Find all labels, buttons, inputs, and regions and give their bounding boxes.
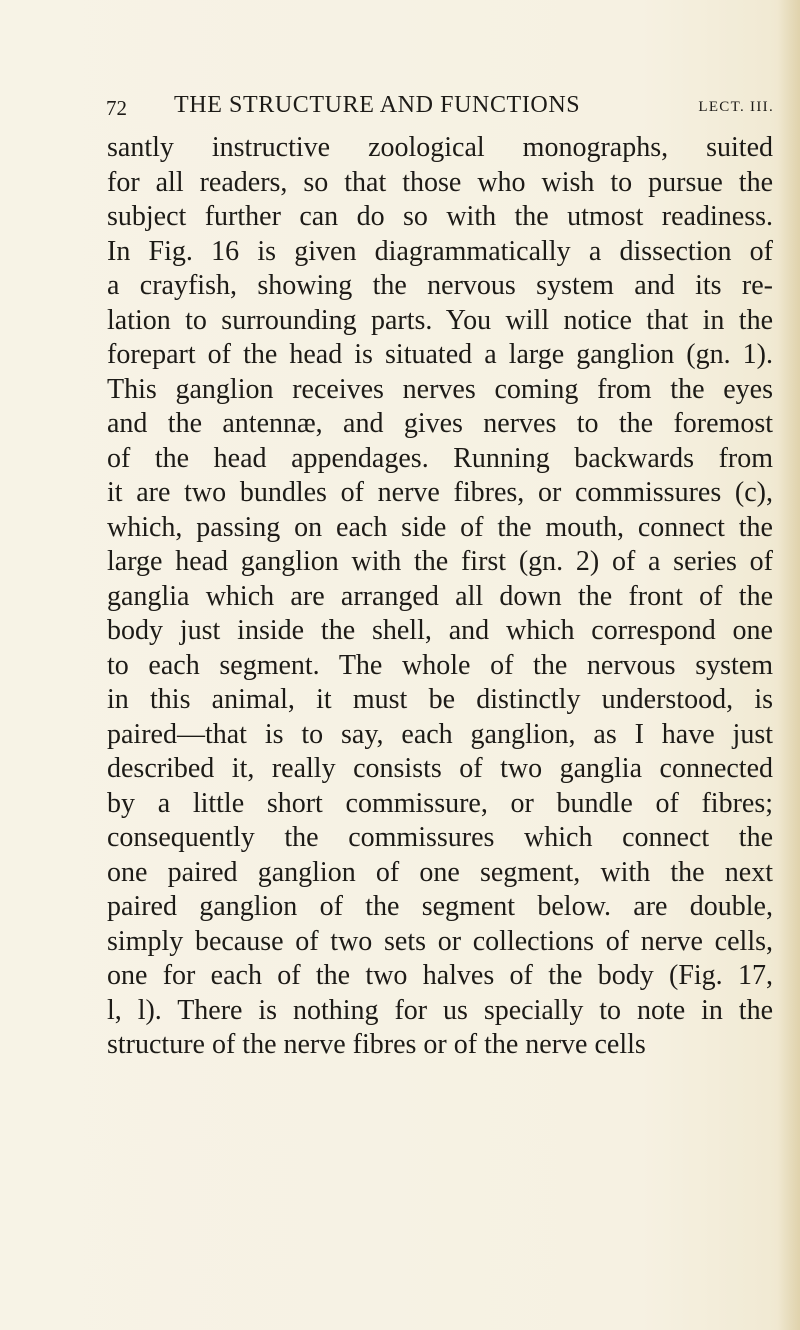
text-line: santly instructive zoological monographs, suited: [107, 132, 773, 163]
text-line: consequently the commissures which connect the: [107, 822, 773, 853]
text-line: subject further can do so with the utmost readiness.: [107, 201, 773, 232]
page-number: 72: [106, 96, 127, 120]
body-text: [107, 131, 773, 1063]
text-line: a crayfish, showing the nervous system and its re-: [107, 270, 773, 301]
running-head: [106, 92, 774, 122]
text-line: l, l). There is nothing for us specially to note in the: [107, 994, 773, 1026]
text-line: to each segment. The whole of the nervous system: [107, 649, 773, 681]
text-line: one paired ganglion of one segment, with the next: [107, 856, 773, 888]
text-line: paired ganglion of the segment below. are double,: [107, 891, 773, 922]
text-line: described it, really consists of two ganglia connected: [107, 753, 773, 784]
lecture-reference: LECT. III.: [698, 99, 774, 115]
text-line: one for each of the two halves of the body (Fig. 17,: [107, 960, 773, 991]
text-line: which, passing on each side of the mouth, connect the: [107, 511, 773, 543]
text-line: of the head appendages. Running backwards from: [107, 442, 773, 474]
text-line: by a little short commissure, or bundle of fibres;: [107, 787, 773, 819]
text-line: large head ganglion with the first (gn. 2) of a series of: [107, 546, 773, 577]
running-title: THE STRUCTURE AND FUNCTIONS: [174, 92, 581, 118]
text-line: in this animal, it must be distinctly understood, is: [107, 684, 773, 715]
text-line: lation to surrounding parts. You will notice that in the: [107, 304, 773, 336]
text-line: for all readers, so that those who wish to pursue the: [107, 166, 773, 198]
text-line: it are two bundles of nerve fibres, or commissures (c),: [107, 477, 773, 508]
text-line: This ganglion receives nerves coming from the eyes: [107, 373, 773, 405]
text-line: simply because of two sets or collections of nerve cells,: [107, 925, 773, 957]
text-line: body just inside the shell, and which correspond one: [107, 615, 773, 646]
text-line: ganglia which are arranged all down the front of the: [107, 580, 773, 612]
text-line: In Fig. 16 is given diagrammatically a dissection of: [107, 235, 773, 267]
text-line: structure of the nerve fibres or of the nerve cells: [107, 1029, 646, 1060]
text-line: paired—that is to say, each ganglion, as I have just: [107, 718, 773, 750]
text-line: and the antennæ, and gives nerves to the foremost: [107, 408, 773, 439]
text-line: forepart of the head is situated a large ganglion (gn. 1).: [107, 339, 773, 370]
page-edge-shadow: [778, 0, 800, 1330]
